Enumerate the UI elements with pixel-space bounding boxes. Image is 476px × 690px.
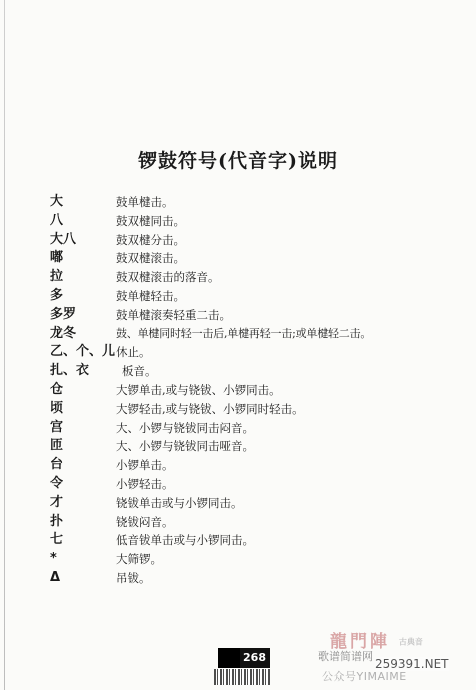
symbol-row xyxy=(48,325,458,344)
symbol-row xyxy=(48,193,458,212)
symbol-term: 龙冬 xyxy=(50,325,77,341)
symbol-term: 拉 xyxy=(50,269,64,285)
symbol-row xyxy=(48,306,458,325)
symbol-term: 嘟 xyxy=(50,250,64,266)
page-number: 268 xyxy=(243,651,266,664)
symbol-row xyxy=(48,531,458,550)
symbol-row xyxy=(48,381,458,400)
symbol-row xyxy=(48,456,458,475)
symbol-description: 鼓双楗分击。 xyxy=(116,232,185,247)
symbol-row xyxy=(48,231,458,250)
symbol-description: 鼓双楗同击。 xyxy=(116,213,185,228)
symbol-row xyxy=(48,419,458,438)
page-number-tab xyxy=(218,648,240,668)
symbol-row xyxy=(48,343,458,362)
symbol-row xyxy=(48,437,458,456)
symbol-description: 铙钹闷音。 xyxy=(116,514,174,529)
symbol-row xyxy=(48,287,458,306)
symbol-description: 鼓、单楗同时轻一击后,单楗再轻一击;或单楗轻二击。 xyxy=(116,326,372,340)
symbol-term: 大八 xyxy=(50,231,77,247)
symbol-description: 铙钹单击或与小锣同击。 xyxy=(116,495,243,510)
symbol-description: 鼓单楗滚奏轻重二击。 xyxy=(116,307,231,322)
symbol-description: 大锣单击,或与铙钹、小锣同击。 xyxy=(116,382,281,397)
watermark-account: 公众号YIMAIME xyxy=(322,670,407,683)
symbol-description: 鼓单楗击。 xyxy=(116,195,174,209)
symbol-term: 才 xyxy=(50,494,64,510)
symbol-term: 扑 xyxy=(50,513,64,529)
symbol-row xyxy=(48,569,458,588)
symbol-row xyxy=(48,550,458,569)
symbol-row xyxy=(48,362,458,381)
symbol-term: 顷 xyxy=(50,400,64,416)
page-edge-line xyxy=(4,0,5,690)
page-title: 锣鼓符号(代音字)说明 xyxy=(138,150,338,172)
symbol-term: 宫 xyxy=(50,419,64,435)
symbol-row xyxy=(48,249,458,268)
symbol-term: 令 xyxy=(50,475,64,491)
symbol-term: 乙、个、儿 xyxy=(50,344,116,360)
symbol-term: 扎、衣 xyxy=(50,363,90,379)
symbol-description: 休止。 xyxy=(116,345,151,360)
symbol-term: 七 xyxy=(50,532,64,548)
symbol-description: 大、小锣与铙钹同击哑音。 xyxy=(116,439,254,454)
watermark-site-name: 歌谱简谱网 xyxy=(318,650,373,663)
symbol-row xyxy=(48,494,458,513)
symbol-list xyxy=(48,193,458,588)
symbol-term: 大 xyxy=(50,194,64,209)
symbol-row xyxy=(48,212,458,231)
barcode-strip xyxy=(214,669,270,685)
symbol-term: 多 xyxy=(50,287,64,303)
watermark-logo-text: 龍門陣 xyxy=(330,632,390,652)
symbol-row xyxy=(48,513,458,532)
symbol-term: Δ xyxy=(50,569,61,585)
watermark-domain: 259391.NET xyxy=(375,657,449,671)
symbol-description: 鼓双楗滚击。 xyxy=(116,251,185,266)
page-number-box xyxy=(218,648,270,668)
symbol-term: 多罗 xyxy=(50,306,77,322)
symbol-description: 大锣轻击,或与铙钹、小锣同时轻击。 xyxy=(116,401,304,416)
symbol-description: 大、小锣与铙钹同击闷音。 xyxy=(116,420,254,435)
symbol-description: 鼓双楗滚击的落音。 xyxy=(116,270,220,285)
symbol-description: 板音。 xyxy=(122,364,157,379)
symbol-description: 小锣单击。 xyxy=(116,458,174,473)
symbol-term: 台 xyxy=(50,457,64,473)
symbol-row xyxy=(48,268,458,287)
symbol-description: 大筛锣。 xyxy=(116,552,162,567)
watermark-logo-subtext: 古典音 xyxy=(398,637,423,647)
symbol-term: * xyxy=(50,551,57,567)
symbol-row xyxy=(48,475,458,494)
symbol-description: 鼓单楗轻击。 xyxy=(116,288,185,303)
symbol-description: 吊钹。 xyxy=(116,570,151,585)
symbol-term: 八 xyxy=(50,212,64,228)
symbol-row xyxy=(48,400,458,419)
symbol-term: 仓 xyxy=(50,381,64,397)
symbol-term: 匝 xyxy=(50,438,64,454)
symbol-description: 低音钹单击或与小锣同击。 xyxy=(116,533,254,548)
symbol-description: 小锣轻击。 xyxy=(116,476,174,491)
